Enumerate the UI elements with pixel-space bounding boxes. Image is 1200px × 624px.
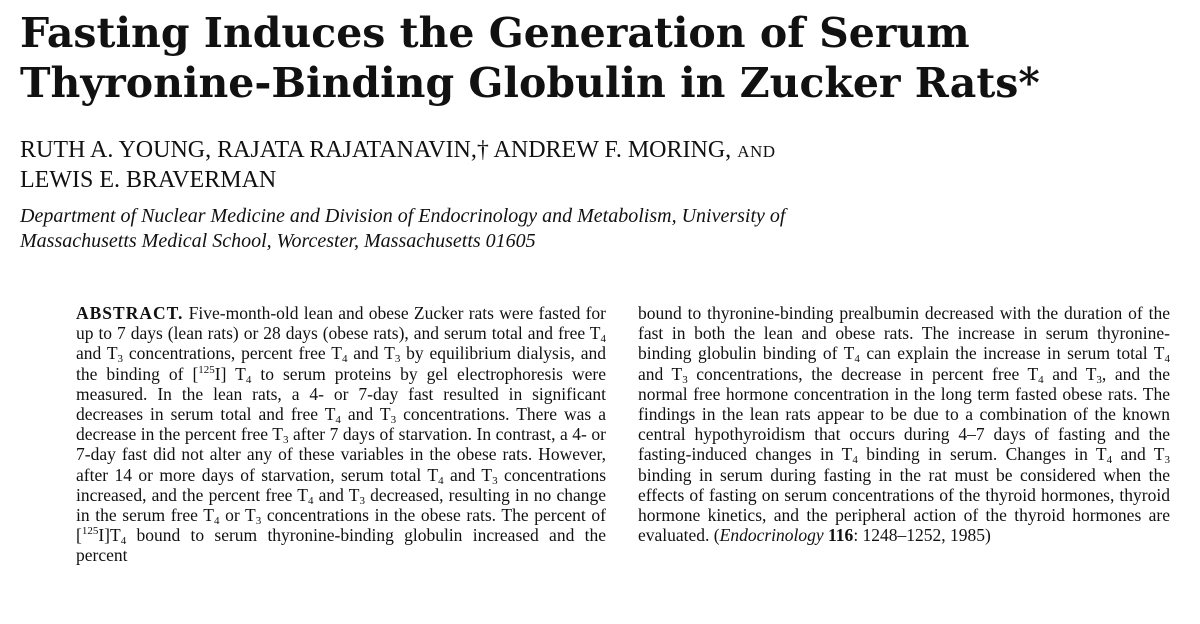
- subscript: 4: [1106, 454, 1113, 467]
- abstract-text: Five-month-old lean and obese Zucker rats were fasted for up to 7 days (lean rats) or 28 days (obese rats), and serum total and free: [76, 303, 607, 344]
- t4-symbol: T: [843, 343, 855, 364]
- subscript: 3: [255, 515, 262, 528]
- bracket: ]: [104, 525, 110, 546]
- subscript: 4: [120, 535, 127, 548]
- abstract-text: bound to thyronine-binding prealbumin decreased with the duration of the fast in both the lean and obese rats. The increase in serum thyronine-binding globulin binding of: [638, 303, 1170, 364]
- abstract-text: binding in serum. Changes in: [857, 444, 1096, 465]
- abstract-text: [226, 364, 235, 384]
- subscript: 3: [1164, 454, 1170, 467]
- t4-symbol: T: [235, 363, 246, 384]
- abstract-text: or: [219, 505, 246, 526]
- author-list: [20, 136, 1020, 195]
- abstract-text: concentrations in the obese rats. The percent of: [261, 505, 606, 526]
- abstract-text: to serum proteins by gel electrophoresis were measured. In the lean rats, a 4- or 7-day fast resulted in significant decreases in serum total and free: [76, 363, 606, 425]
- abstract-text: and: [76, 343, 107, 364]
- subscript: 3: [282, 434, 289, 447]
- abstract-text: concentrations, percent free: [123, 343, 332, 364]
- t3-symbol: T: [245, 505, 256, 526]
- authors-line-1: RUTH A. YOUNG, RAJATA RAJATANAVIN,† ANDREW F. MORING,: [20, 137, 732, 163]
- abstract-text: binding in serum during fasting in the rat must be considered when the effects of fasting on serum concentrations of the thyroid hormones, thyroid hormone kinetics, and the peripheral action of the thyroid hormones are evaluated. (: [638, 464, 1170, 546]
- abstract-text: decreased, resulting in no change in the serum free: [76, 484, 607, 526]
- t4-symbol: T: [1095, 444, 1107, 465]
- abstract-text: and: [340, 404, 380, 425]
- t4-symbol: T: [331, 343, 342, 364]
- subscript: 4: [438, 474, 444, 487]
- iodine-symbol: I: [98, 525, 105, 546]
- subscript: 3: [117, 353, 124, 366]
- abstract-text: and: [1043, 363, 1086, 384]
- superscript: 125: [198, 363, 215, 376]
- abstract-text: concentrations increased, and the percent free: [76, 464, 607, 505]
- subscript: 4: [854, 353, 860, 366]
- t4-symbol: T: [297, 484, 308, 505]
- subscript: 3: [390, 414, 397, 427]
- abstract-column-left: [76, 303, 606, 566]
- t4-symbol: T: [1027, 363, 1039, 384]
- journal-volume: 116: [828, 525, 854, 546]
- t4-symbol: T: [1153, 343, 1165, 364]
- abstract-text-left: [76, 303, 606, 566]
- t3-symbol: T: [348, 484, 360, 505]
- abstract-column-right: [638, 303, 1170, 545]
- abstract-text: bound to serum thyronine-binding globulin increased and the percent: [76, 525, 606, 566]
- subscript: 3: [682, 373, 688, 386]
- t3-symbol: T: [1153, 444, 1165, 465]
- subscript: 4: [600, 333, 606, 346]
- abstract-text: by equilibrium dialysis, and the binding of: [76, 343, 607, 384]
- t4-symbol: T: [324, 404, 336, 425]
- subscript: 4: [852, 454, 858, 467]
- abstract-text: and: [638, 363, 672, 384]
- subscript: 4: [1164, 353, 1170, 366]
- subscript: 4: [335, 414, 341, 427]
- t4-symbol: T: [589, 323, 601, 344]
- t3-symbol: T: [671, 363, 683, 384]
- abstract-text: concentrations, the decrease in percent free: [687, 363, 1028, 384]
- abstract-text: and: [347, 343, 385, 364]
- t4-symbol: T: [841, 444, 853, 465]
- abstract-text: and: [1112, 444, 1154, 465]
- superscript: 125: [81, 525, 99, 538]
- t4-symbol: T: [109, 525, 121, 546]
- subscript: 4: [245, 373, 252, 386]
- abstract-text: concentrations. There was a decrease in the percent free: [76, 404, 606, 445]
- abstract-text: and: [443, 464, 482, 485]
- t3-symbol: T: [379, 404, 391, 425]
- bracket: ]: [220, 363, 227, 384]
- abstract-text: can explain the increase in serum total: [859, 343, 1154, 364]
- subscript: 3: [394, 353, 401, 366]
- t3-symbol: T: [1085, 363, 1097, 384]
- t3-symbol: T: [272, 424, 283, 445]
- t3-symbol: T: [481, 464, 493, 485]
- abstract-text-right: [638, 303, 1170, 545]
- paper-title: Fasting Induces the Generation of Serum Thyronine-Binding Globulin in Zucker Rats*: [20, 9, 1040, 107]
- affiliation-line-1: Department of Nuclear Medicine and Division of Endocrinology and Metabolism, University of: [20, 205, 786, 227]
- abstract-label: ABSTRACT.: [76, 303, 184, 323]
- bracket: [: [192, 363, 199, 384]
- journal-pages-year: : 1248–1252, 1985): [853, 525, 991, 546]
- subscript: 4: [307, 494, 314, 507]
- abstract-text: and: [313, 484, 349, 505]
- authors-and: AND: [737, 142, 776, 161]
- subscript: 3: [1096, 373, 1102, 386]
- abstract-text: , and the normal free hormone concentration in the long term fasted obese rats. The findings in the lean rats appear to be due to a combination of the known central hypothyroidism that occurs during 4–7 days of fasting and the fasting-induced changes in: [638, 363, 1171, 465]
- affiliation-line-2: Massachusetts Medical School, Worcester, Massachusetts 01605: [20, 230, 536, 252]
- bracket: [: [76, 525, 82, 546]
- authors-line-2: LEWIS E. BRAVERMAN: [20, 167, 277, 193]
- t4-symbol: T: [203, 505, 214, 526]
- subscript: 3: [359, 494, 365, 507]
- iodine-symbol: I: [214, 363, 221, 384]
- affiliation: [20, 204, 1020, 254]
- t3-symbol: T: [106, 343, 118, 364]
- journal-name: Endocrinology: [719, 525, 824, 546]
- abstract-text: after 7 days of starvation. In contrast, a 4- or 7-day fast did not alter any of these variables in the obese rats. However, after 14 or more days of starvation, serum total: [76, 424, 606, 485]
- t4-symbol: T: [427, 464, 439, 485]
- subscript: 4: [341, 353, 348, 366]
- t3-symbol: T: [384, 343, 395, 364]
- subscript: 4: [1038, 373, 1044, 386]
- subscript: 3: [492, 474, 498, 487]
- subscript: 4: [213, 515, 220, 528]
